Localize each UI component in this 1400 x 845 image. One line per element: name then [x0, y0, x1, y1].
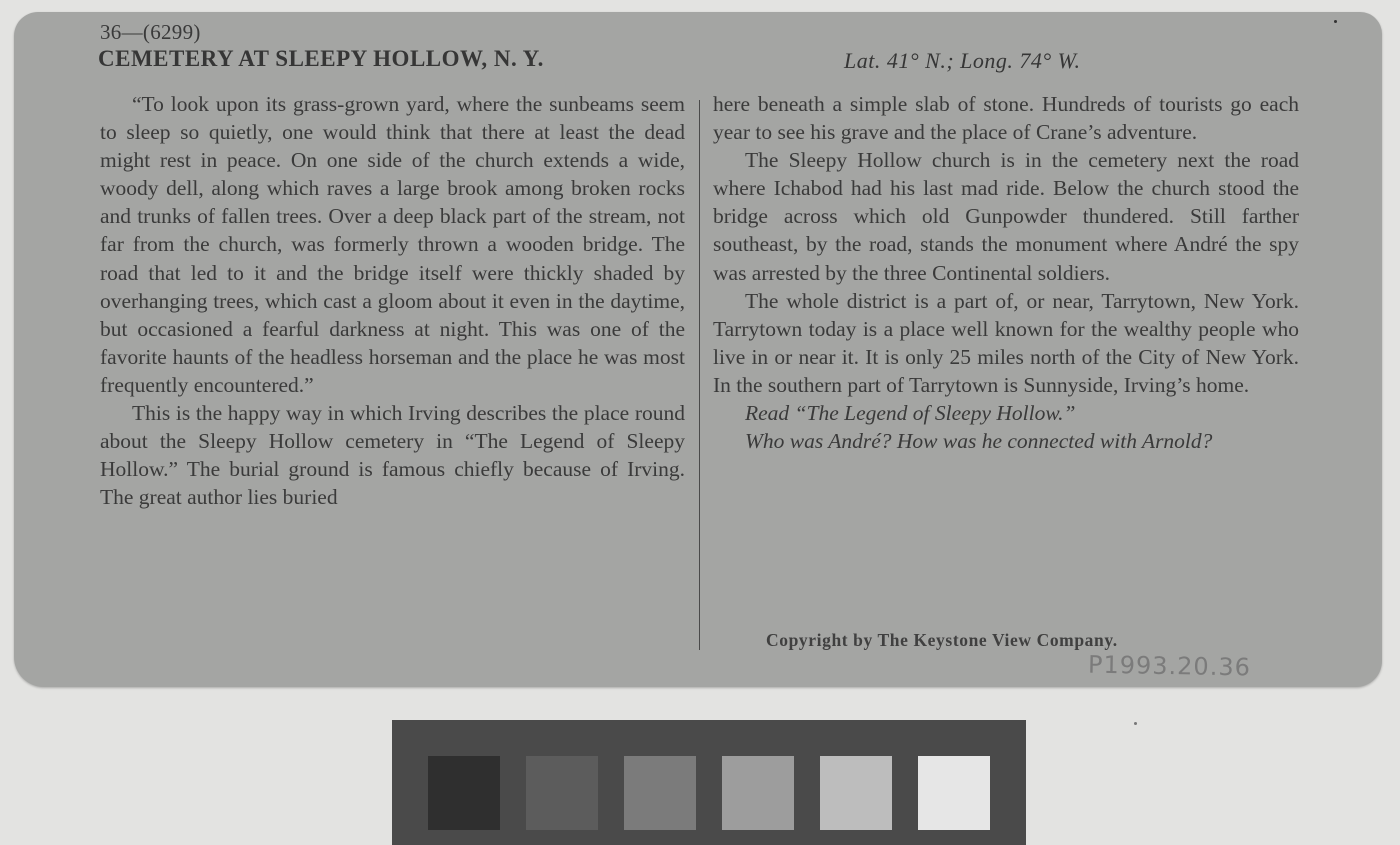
card-number: 36—(6299) — [100, 20, 201, 44]
paragraph: The Sleepy Hollow church is in the cemetery next the road where Ichabod had his last mad ride. Below the church stood the bridge across which old Gunpowder thundered. Still farther southeast, by the road, stands the monument where André the spy was arrested by the three Continental soldiers. — [713, 148, 1299, 285]
gray-calibration-strip — [392, 720, 1026, 845]
gray-swatch-3 — [624, 756, 696, 830]
gray-swatch-2 — [526, 756, 598, 830]
right-column — [713, 90, 1299, 455]
copyright-line: Copyright by The Keystone View Company. — [766, 630, 1118, 650]
paragraph: “To look upon its grass-grown yard, where the sunbeams seem to sleep so quietly, one would think that there at least the dead might rest in peace. On one side of the church extends a wide, woody dell, along which raves a large brook among broken rocks and trunks of fallen trees. Over a deep black part of the stream, not far from the church, was formerly thrown a wooden bridge. The road that led to it and the bridge itself were thickly shaded by overhanging trees, which cast a gloom about it even in the daytime, but occasioned a fearful darkness at night. This was one of the favorite haunts of the headless horseman and the place he was most frequently encountered.” — [100, 92, 685, 397]
paragraph: This is the happy way in which Irving describes the place round about the Sleepy Hollow cemetery in “The Legend of Sleepy Hollow.” The burial ground is famous chiefly because of Irving. The great author lies buried — [100, 401, 685, 510]
column-divider — [699, 100, 700, 650]
paragraph: The whole district is a part of, or near, Tarrytown, New York. Tarrytown today is a place well known for the wealthy people who live in or near it. It is only 25 miles north of the City of New York. In the southern part of Tarrytown is Sunnyside, Irving’s home. — [713, 288, 1299, 397]
speck — [1134, 722, 1137, 725]
accession-number: P1993.20.36 — [1087, 650, 1252, 682]
stereocard-back — [14, 12, 1382, 687]
card-title: CEMETERY AT SLEEPY HOLLOW, N. Y. — [98, 46, 544, 71]
gray-swatch-5 — [820, 756, 892, 830]
paragraph: here beneath a simple slab of stone. Hundreds of tourists go each year to see his grave and the place of Crane’s adventure. — [713, 92, 1299, 145]
question: Who was André? How was he connected with Arnold? — [745, 429, 1213, 454]
gray-swatch-6 — [918, 756, 990, 830]
gray-swatch-4 — [722, 756, 794, 830]
left-column — [100, 90, 685, 511]
speck — [1334, 20, 1337, 23]
question: Read “The Legend of Sleepy Hollow.” — [745, 401, 1076, 426]
gray-swatch-1 — [428, 756, 500, 830]
card-coordinates: Lat. 41° N.; Long. 74° W. — [844, 48, 1081, 73]
